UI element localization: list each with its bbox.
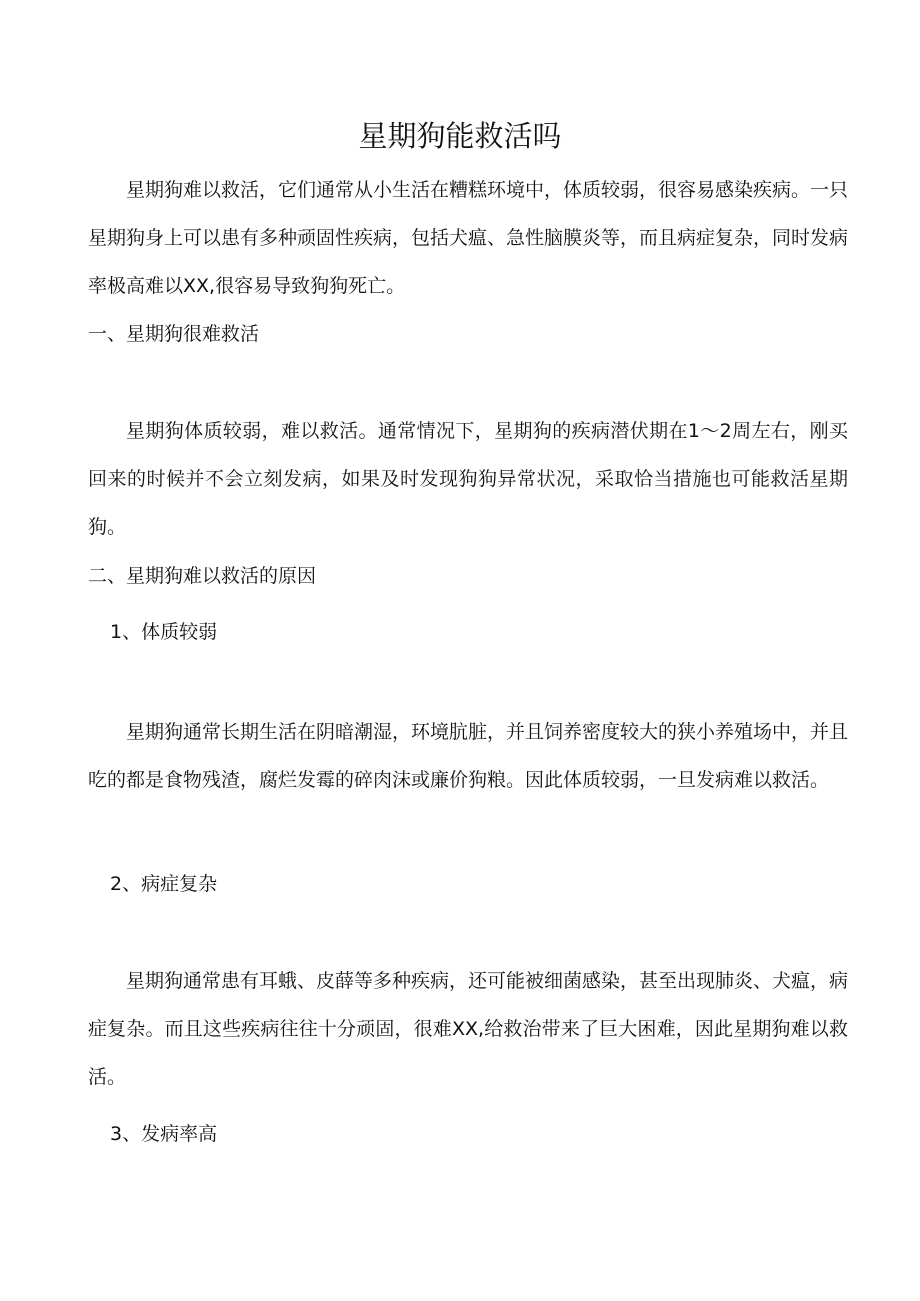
section-1-heading: 一、星期狗很难救活	[88, 323, 260, 345]
intro-paragraph: 星期狗难以救活，它们通常从小生活在糟糕环境中，体质较弱，很容易感染疾病。一只星期狗身上可以患有多种顽固性疾病，包括犬瘟、急性脑膜炎等，而且病症复杂，同时发病率极高难以XX,很容易导致狗狗死亡。	[88, 179, 849, 297]
subsection-2-paragraph: 星期狗通常患有耳蛾、皮薛等多种疾病，还可能被细菌感染，甚至出现肺炎、犬瘟，病症复杂。而且这些疾病往往十分顽固，很难XX,给救治带来了巨大困难，因此星期狗难以救活。	[88, 970, 849, 1088]
section-1-paragraph: 星期狗体质较弱，难以救活。通常情况下，星期狗的疾病潜伏期在1～2周左右，刚买回来的时候并不会立刻发病，如果及时发现狗狗异常状况，采取恰当措施也可能救活星期狗。	[88, 420, 848, 538]
subsection-3-heading: 3、发病率高	[110, 1123, 218, 1145]
document-title: 星期狗能救活吗	[358, 119, 562, 153]
subsection-1-heading: 1、体质较弱	[110, 621, 218, 643]
section-2-heading: 二、星期狗难以救活的原因	[88, 565, 317, 587]
subsection-2-heading: 2、病症复杂	[110, 873, 218, 895]
subsection-1-paragraph: 星期狗通常长期生活在阴暗潮湿，环境肮脏，并且饲养密度较大的狭小养殖场中，并且吃的都是食物残渣，腐烂发霉的碎肉沫或廉价狗粮。因此体质较弱，一旦发病难以救活。	[88, 721, 849, 791]
